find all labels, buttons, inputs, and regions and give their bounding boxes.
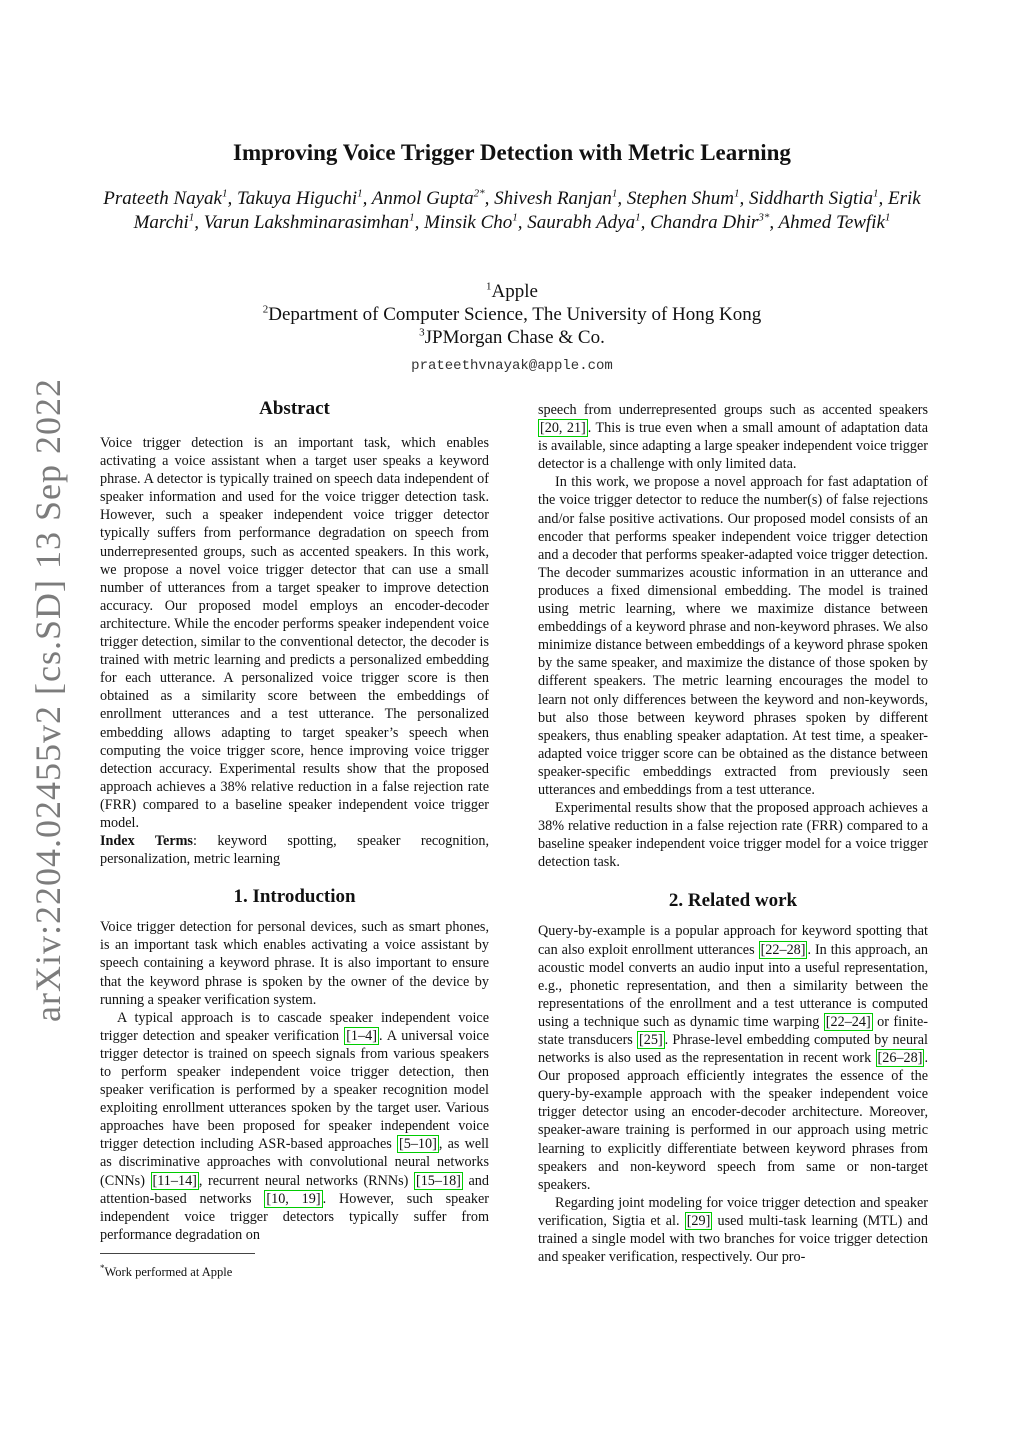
author-name: Prateeth Nayak [103, 188, 222, 209]
author-affil-mark: 1 [188, 211, 195, 224]
arxiv-stamp: arXiv:2204.02455v2 [cs.SD] 13 Sep 2022 [28, 378, 68, 1022]
affiliation-mark: 3 [419, 326, 425, 339]
citation-link[interactable]: [15–18] [415, 1172, 461, 1189]
author-list [100, 187, 924, 235]
index-terms-text: : keyword spotting, speaker recognition, personalization, metric learning [100, 833, 490, 868]
affiliation-mark: 2 [262, 303, 269, 316]
body-text: . In this approach, an acoustic model converts an audio input into a useful representation, e.g., phonetic representation, and then a similarity between the representations of the enrollment and a test utterance is computed using a technique such as dynamic time warping [538, 941, 928, 1030]
author-email: prateethvnayak@apple.com [411, 358, 613, 374]
author-affil-mark: 1 [221, 187, 228, 200]
intro-paragraph: Experimental results show that the proposed approach achieves a 38% relative reduction in a false rejection rate (FRR) compared to a baseline speaker independent voice trigger model for a voice trigger detection task. [538, 800, 928, 871]
body-text: A typical approach is to cascade speaker independent voice trigger detection and speaker verification [100, 1009, 489, 1044]
footnote-text: Work performed at Apple [104, 1265, 233, 1280]
author-name: , Siddharth Sigtia [739, 188, 874, 209]
affiliations [0, 280, 1024, 378]
footnote-mark: * [100, 1263, 105, 1273]
citation-link[interactable]: [26–28] [877, 1050, 923, 1067]
affiliation [0, 303, 1024, 326]
citation-link[interactable]: [25] [639, 1032, 663, 1048]
affiliation-name: Apple [491, 281, 538, 302]
author-affil-mark: 1 [357, 187, 363, 200]
affiliation-name: JPMorgan Chase & Co. [424, 327, 605, 348]
citation-link[interactable]: [5–10] [399, 1136, 437, 1153]
body-text: Query-by-example is a popular approach for keyword spotting that can also exploit enrollment utterances [538, 923, 928, 958]
abstract-heading: Abstract [259, 398, 330, 419]
citation-link[interactable]: [10, 19] [266, 1190, 321, 1207]
author-affil-mark: 1 [873, 187, 879, 200]
citation-link[interactable]: [11–14] [152, 1172, 197, 1189]
footnote-rule [100, 1253, 255, 1254]
related-paragraph [538, 1194, 928, 1266]
author-affil-mark: 1 [635, 211, 641, 224]
author-name: , Chandra Dhir [640, 212, 759, 233]
left-column [100, 398, 489, 1244]
author-name: , Anmol Gupta [362, 188, 474, 209]
related-paragraph [538, 922, 928, 1193]
body-text: Regarding joint modeling for voice trigger detection and speaker verification, Sigtia et al. [538, 1194, 928, 1229]
author-affil-mark: 1 [512, 211, 518, 224]
affiliation-mark: 1 [486, 280, 492, 293]
author-affil-mark: 1 [884, 211, 891, 224]
author-name: , Stephen Shum [617, 188, 734, 209]
author-name: , Saurabh Adya [517, 212, 636, 233]
intro-paragraph: In this work, we propose a novel approach for fast adaptation of the voice trigger detector to reduce the number(s) of false rejections and/or false positive activations. Our proposed model consists of an encoder that performs speaker independent voice trigger detection and a decoder that performs speaker-adapted voice trigger detection. The decoder summarizes acoustic information in an utterance and produces a fixed dimensional embedding. The model is trained using metric learning, where we maximize distance between embeddings of a keyword phrase and non-keyword phrases. We also minimize distance between embeddings of a keyword phrase spoken by the same speaker, and maximize the distance of those spoken by different speakers. The metric learning encourages the model to learn not only differences between the keyword and non-keywords, but also those between keyword phrases spoken by different speakers, thus enabling speaker adaptation. At test time, a speaker-adapted voice trigger score can be obtained as the distance between speaker-specific embeddings extracted from previously seen utterances and embeddings from a test utterance. [538, 474, 928, 798]
citation-link[interactable]: [1–4] [346, 1027, 377, 1044]
body-text: , as well as discriminative approaches with convolutional neural networks (CNNs) [100, 1136, 489, 1189]
author-affil-mark: 1 [611, 187, 618, 200]
intro-paragraph [538, 401, 928, 473]
body-text: . Phrase-level embedding computed by neural networks is also used as the representation in recent work [538, 1032, 928, 1067]
author-affil-mark: 3* [758, 211, 770, 224]
body-text: . A universal voice trigger detector is trained on speech signals from various speakers to perform speaker independent voice trigger detection, then speaker verification is performed by a speaker recognition model exploiting enrollment utterances spoken by the target user. Various approaches have been proposed for speaker independent voice trigger detection including ASR-based approaches [100, 1027, 489, 1153]
footnote [100, 1261, 232, 1280]
body-text: or finite-state transducers [538, 1013, 929, 1048]
author-name: , Minsik Cho [414, 212, 513, 233]
body-text: speech from underrepresented groups such as accented speakers [538, 402, 928, 418]
author-affil-mark: 2* [473, 187, 485, 200]
author-affil-mark: 1 [409, 211, 415, 224]
related-work-heading: 2. Related work [668, 890, 798, 912]
body-text: . This is true even when a small amount of adaptation data is available, since adapting a large speaker independent voice trigger detector is a challenge with only limited data. [538, 420, 928, 473]
right-column [538, 401, 928, 1266]
author-name: , Shivesh Ranjan [484, 188, 612, 209]
abstract-text: Voice trigger detection is an important task, which enables activating a voice assistant when a target user speaks a keyword phrase. A detector is typically trained on speech data independent of speaker information and used for the voice trigger detection task. However, such a speaker independent voice trigger detector typically suffers from performance degradation on speech from underrepresented groups, such as accented speakers. In this work, we propose a novel voice trigger detector that can use a small number of utterances from a target speaker to improve detection accuracy. Our proposed model employs an encoder-decoder architecture. While the encoder performs speaker independent voice trigger detection, similar to the conventional detector, the decoder is trained with metric learning and predicts a personalized embedding for each utterance. A personalized voice trigger score is then obtained as a similarity score between the embeddings of enrollment utterances and a test utterance. The personalized embedding allows adapting to target speaker’s speech when computing the voice trigger score, hence improving voice trigger detection accuracy. Experimental results show that the proposed approach achieves a 38% relative reduction in a false rejection rate (FRR) compared to a baseline speaker independent voice trigger model. [100, 435, 489, 831]
paper-title: Improving Voice Trigger Detection with Metric Learning [233, 140, 791, 165]
body-text: used multi-task learning (MTL) and trained a single model with two branches for voice trigger detection and speaker verification, respectively. Our pro- [538, 1212, 928, 1266]
intro-heading: 1. Introduction [233, 886, 356, 908]
index-terms [100, 832, 489, 868]
citation-link[interactable]: [29] [686, 1212, 711, 1229]
author-name: , Takuya Higuchi [227, 188, 358, 209]
index-terms-label: Index Terms [100, 833, 193, 850]
author-name: , Erik Marchi [133, 188, 921, 233]
author-name: , Varun Lakshminarasimhan [194, 212, 410, 233]
author-affil-mark: 1 [733, 187, 740, 200]
affiliation [0, 280, 1024, 303]
body-text: . However, such speaker independent voice trigger detectors typically suffer from performance degradation on [100, 1190, 489, 1243]
body-text: , recurrent neural networks (RNNs) [198, 1172, 414, 1189]
body-text: and attention-based networks [100, 1172, 489, 1207]
body-text: . Our proposed approach efficiently integrates the essence of the query-by-example approach with the speaker independent voice trigger detector using an encoder-decoder architecture. Moreover, speaker-aware training is performed in our approach using metric learning to explicitly differentiate between keyword phrases from speakers and non-keyword speech from same or non-target speakers. [538, 1050, 928, 1193]
author-name: , Ahmed Tewfik [769, 212, 885, 233]
citation-link[interactable]: [22–28] [760, 941, 806, 958]
citation-link[interactable]: [20, 21] [540, 420, 586, 437]
citation-link[interactable]: [22–24] [825, 1013, 871, 1030]
intro-paragraph: Voice trigger detection for personal devices, such as smart phones, is an important task which enables activating a voice assistant by speech containing a keyword phrase. It is also important to ensure that the keyword phrase is spoken by the owner of the device by running a speaker verification system. [100, 919, 489, 1008]
affiliation [0, 326, 1024, 349]
affiliation-name: Department of Computer Science, The University of Hong Kong [268, 304, 762, 325]
intro-paragraph [100, 1009, 489, 1244]
